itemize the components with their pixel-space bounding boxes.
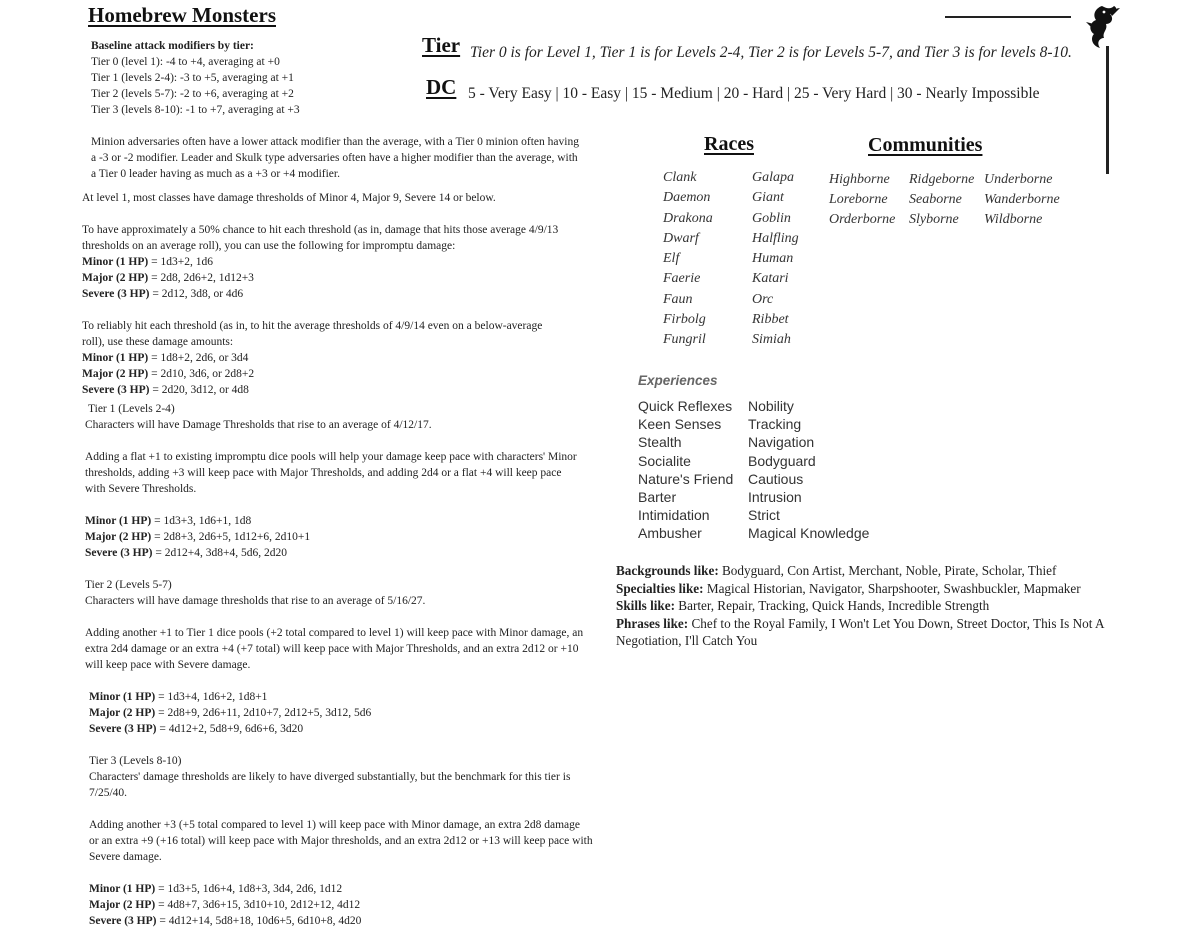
minor-label: Minor (1 HP) [85,515,152,527]
minor-label: Minor (1 HP) [82,352,149,364]
severe-label: Severe (3 HP) [89,915,157,927]
races-col-2 [752,168,799,351]
severe-label: Severe (3 HP) [82,384,150,395]
minor-label: Minor (1 HP) [89,691,156,703]
community-item: Seaborne [909,192,962,207]
tier-thresholds-block [85,401,625,929]
backgrounds-value: Bodyguard, Con Artist, Merchant, Noble, Pirate, Scholar, Thief [718,563,1057,578]
tier2-adv-line: will keep pace with Severe damage. [85,659,251,671]
race-item: Dwarf [663,230,699,246]
dc-label: DC [426,75,457,99]
experience-item: Tracking [748,416,802,433]
phrases-value: Chef to the Royal Family, I Won't Let You Down, Street Doctor, This Is Not A [688,615,1105,631]
attack-line: Tier 3 (levels 8-10): -1 to +7, averaging at +3 [91,104,300,116]
major-value: = 2d8+3, 2d6+5, 1d12+6, 2d10+1 [151,531,311,543]
race-item: Elf [663,251,680,267]
race-item: Faerie [663,271,701,287]
tier2-minor-row [85,689,625,705]
tier-label: Tier [422,33,461,57]
phrases-row [616,615,1156,633]
attack-line: Tier 0 (level 1): -4 to +4, averaging at +0 [91,56,280,68]
severe-label: Severe (3 HP) [89,723,157,735]
backgrounds-row [616,562,1156,580]
half-line: thresholds on an average roll), you can use the following for impromptu damage: [82,240,456,252]
experience-item: Bodyguard [748,452,816,469]
tier1-adv-line: Adding a flat +1 to existing impromptu dice pools will help your damage keep pace with characters' Minor [85,451,577,463]
race-item: Firbolg [663,312,706,328]
dragon-logo-icon [1082,4,1122,50]
header-rule [945,16,1071,18]
race-item: Orc [752,291,774,307]
major-value: = 2d8, 2d6+2, 1d12+3 [148,272,254,284]
major-label: Major (2 HP) [82,272,149,284]
race-item: Drakona [663,210,713,226]
severe-label: Severe (3 HP) [85,547,153,559]
community-item: Underborne [984,172,1053,187]
major-label: Major (2 HP) [85,531,152,543]
experience-item: Keen Senses [638,416,722,433]
tier3-adv-line: Severe damage. [89,851,162,863]
tier1-adv-line: thresholds, adding +3 will keep pace with Major Thresholds, and adding 2d4 or a flat +4 will keep pace [85,467,562,479]
experience-item: Cautious [748,470,804,487]
minor-value: = 1d3+4, 1d6+2, 1d8+1 [155,691,268,703]
race-item: Simiah [752,332,791,348]
minor-label: Minor (1 HP) [82,256,149,268]
reliable-line: To reliably hit each threshold (as in, to hit the average thresholds of 4/9/14 even on a below-average [82,320,543,332]
race-item: Clank [663,170,697,185]
vertical-rule [1106,46,1109,174]
experience-item: Socialite [638,452,691,469]
phrases-label: Phrases like: [616,615,689,631]
experiences-col-1 [638,397,733,543]
rel-severe-row [82,382,622,395]
community-item: Loreborne [829,192,888,207]
race-item: Daemon [663,190,711,206]
experience-item: Quick Reflexes [638,398,733,414]
minor-value: = 1d3+3, 1d6+1, 1d8 [151,515,252,527]
skills-value: Barter, Repair, Tracking, Quick Hands, Incredible Strength [675,598,990,614]
tier1-major-row [85,529,625,545]
page-title: Homebrew Monsters [88,3,276,27]
tier3-minor-row [85,881,625,897]
experience-item: Barter [638,488,677,505]
phrases-continuation: Negotiation, I'll Catch You [616,633,758,649]
tier1-desc: Characters will have Damage Thresholds that rise to an average of 4/12/17. [85,419,432,431]
race-item: Human [752,251,794,267]
experience-item: Ambusher [638,525,702,542]
experience-item: Strict [748,507,780,524]
tier2-heading: Tier 2 (Levels 5-7) [85,579,172,591]
half-line: To have approximately a 50% chance to hit each threshold (as in, damage that hits those average 4/9/13 [82,224,559,236]
experiences-heading: Experiences [638,373,718,388]
major-value: = 2d10, 3d6, or 2d8+2 [148,368,255,380]
race-item: Giant [752,190,784,206]
dc-scale: 5 - Very Easy | 10 - Easy | 15 - Medium | 20 - Hard | 25 - Very Hard | 30 - Nearly Impossible [468,85,1040,102]
race-item: Fungril [663,332,706,348]
tier2-severe-row [85,721,625,737]
tier1-heading: Tier 1 (Levels 2-4) [88,403,175,415]
half-minor-row [82,254,622,270]
tier2-adv-line: Adding another +1 to Tier 1 dice pools (+2 total compared to level 1) will keep pace with Minor damage, an [85,627,584,639]
likes-block [616,562,1156,650]
tier3-adv-line: Adding another +3 (+5 total compared to level 1) will keep pace with Minor damage, an extra 2d8 damage [89,819,581,831]
tier1-minor-row [85,513,625,529]
experience-item: Intimidation [638,507,710,524]
major-label: Major (2 HP) [89,707,156,719]
rel-major-row [82,366,622,382]
rel-minor-row [82,350,622,366]
race-item: Faun [663,291,693,307]
race-item: Ribbet [752,312,789,328]
minor-value: = 1d8+2, 2d6, or 3d4 [148,352,249,364]
community-item: Wildborne [984,212,1043,227]
severe-value: = 4d12+14, 5d8+18, 10d6+5, 6d10+8, 4d20 [156,915,362,927]
major-value: = 2d8+9, 2d6+11, 2d10+7, 2d12+5, 3d12, 5d6 [155,707,372,719]
tier2-major-row [85,705,625,721]
tier3-adv-line: or an extra +9 (+16 total) will keep pace with Major thresholds, and an extra 2d12 or +13 will keep pace with [89,835,593,847]
community-item: Highborne [829,172,890,187]
skills-label: Skills like: [616,598,675,614]
experience-item: Intrusion [748,488,802,505]
half-severe-row [82,286,622,302]
reliable-line: roll), use these damage amounts: [82,336,234,348]
tier3-desc-line: 7/25/40. [89,787,128,799]
experiences-col-2 [748,397,869,543]
tier2-adv-line: extra 2d4 damage or an extra +4 (+7 total) will keep pace with Major Thresholds, and an extra 2d12 or +10 [85,643,579,655]
experience-item: Nobility [748,398,794,414]
experience-item: Stealth [638,434,682,451]
races-col-1 [663,168,713,351]
major-value: = 4d8+7, 3d6+15, 3d10+10, 2d12+12, 4d12 [155,899,361,911]
tier1-adv-line: with Severe Thresholds. [85,483,197,495]
severe-value: = 2d12+4, 3d8+4, 5d6, 2d20 [152,547,287,559]
backgrounds-label: Backgrounds like: [616,563,719,578]
severe-label: Severe (3 HP) [82,288,150,300]
tier3-severe-row [85,913,625,929]
communities-heading: Communities [868,134,983,156]
specialties-value: Magical Historian, Navigator, Sharpshooter, Swashbuckler, Mapmaker [703,580,1081,596]
tier2-desc: Characters will have damage thresholds that rise to an average of 5/16/27. [85,595,426,607]
community-item: Slyborne [909,212,959,227]
severe-value: = 2d20, 3d12, or 4d8 [149,384,249,395]
attack-line: Tier 1 (levels 2-4): -3 to +5, averaging at +1 [91,72,294,84]
races-heading: Races [704,133,754,155]
experience-item: Magical Knowledge [748,525,870,542]
level1-intro: At level 1, most classes have damage thresholds of Minor 4, Major 9, Severe 14 or below. [82,192,496,204]
experience-item: Navigation [748,434,815,451]
specialties-label: Specialties like: [616,580,704,596]
tier1-severe-row [85,545,625,561]
half-major-row [82,270,622,286]
tier-description: Tier 0 is for Level 1, Tier 1 is for Levels 2-4, Tier 2 is for Levels 5-7, and Tier 3 is for levels 8-10. [470,44,1072,61]
communities-col-3 [984,170,1060,230]
community-item: Ridgeborne [909,172,975,187]
specialties-row [616,580,1156,598]
severe-value: = 4d12+2, 5d8+9, 6d6+6, 3d20 [156,723,304,735]
community-item: Wanderborne [984,192,1060,207]
major-label: Major (2 HP) [82,368,149,380]
communities-col-1 [829,170,895,230]
experience-item: Nature's Friend [638,470,734,487]
severe-value: = 2d12, 3d8, or 4d6 [149,288,244,300]
race-item: Katari [752,271,789,287]
minor-label: Minor (1 HP) [89,883,156,895]
attack-heading: Baseline attack modifiers by tier: [91,40,254,52]
tier3-major-row [85,897,625,913]
minion-line: a -3 or -2 modifier. Leader and Skulk type adversaries often have a higher modifier than the average, with [91,152,578,164]
level1-damage-block [82,190,622,395]
skills-row [616,597,1156,615]
major-label: Major (2 HP) [89,899,156,911]
minor-value: = 1d3+5, 1d6+4, 1d8+3, 3d4, 2d6, 1d12 [155,883,343,895]
tier3-desc-line: Characters' damage thresholds are likely to have diverged substantially, but the benchmark for this tier is [89,771,571,783]
minor-value: = 1d3+2, 1d6 [148,256,213,268]
communities-col-2 [909,170,974,230]
race-item: Halfling [752,230,799,246]
minion-line: Minion adversaries often have a lower attack modifier than the average, with a Tier 0 minion often having [91,136,579,148]
community-item: Orderborne [829,212,896,227]
race-item: Galapa [752,170,794,185]
attack-line: Tier 2 (levels 5-7): -2 to +6, averaging at +2 [91,88,294,100]
race-item: Goblin [752,210,791,226]
tier3-heading: Tier 3 (Levels 8-10) [89,755,182,767]
minion-line: a Tier 0 leader having as much as a +3 or +4 modifier. [91,168,340,180]
